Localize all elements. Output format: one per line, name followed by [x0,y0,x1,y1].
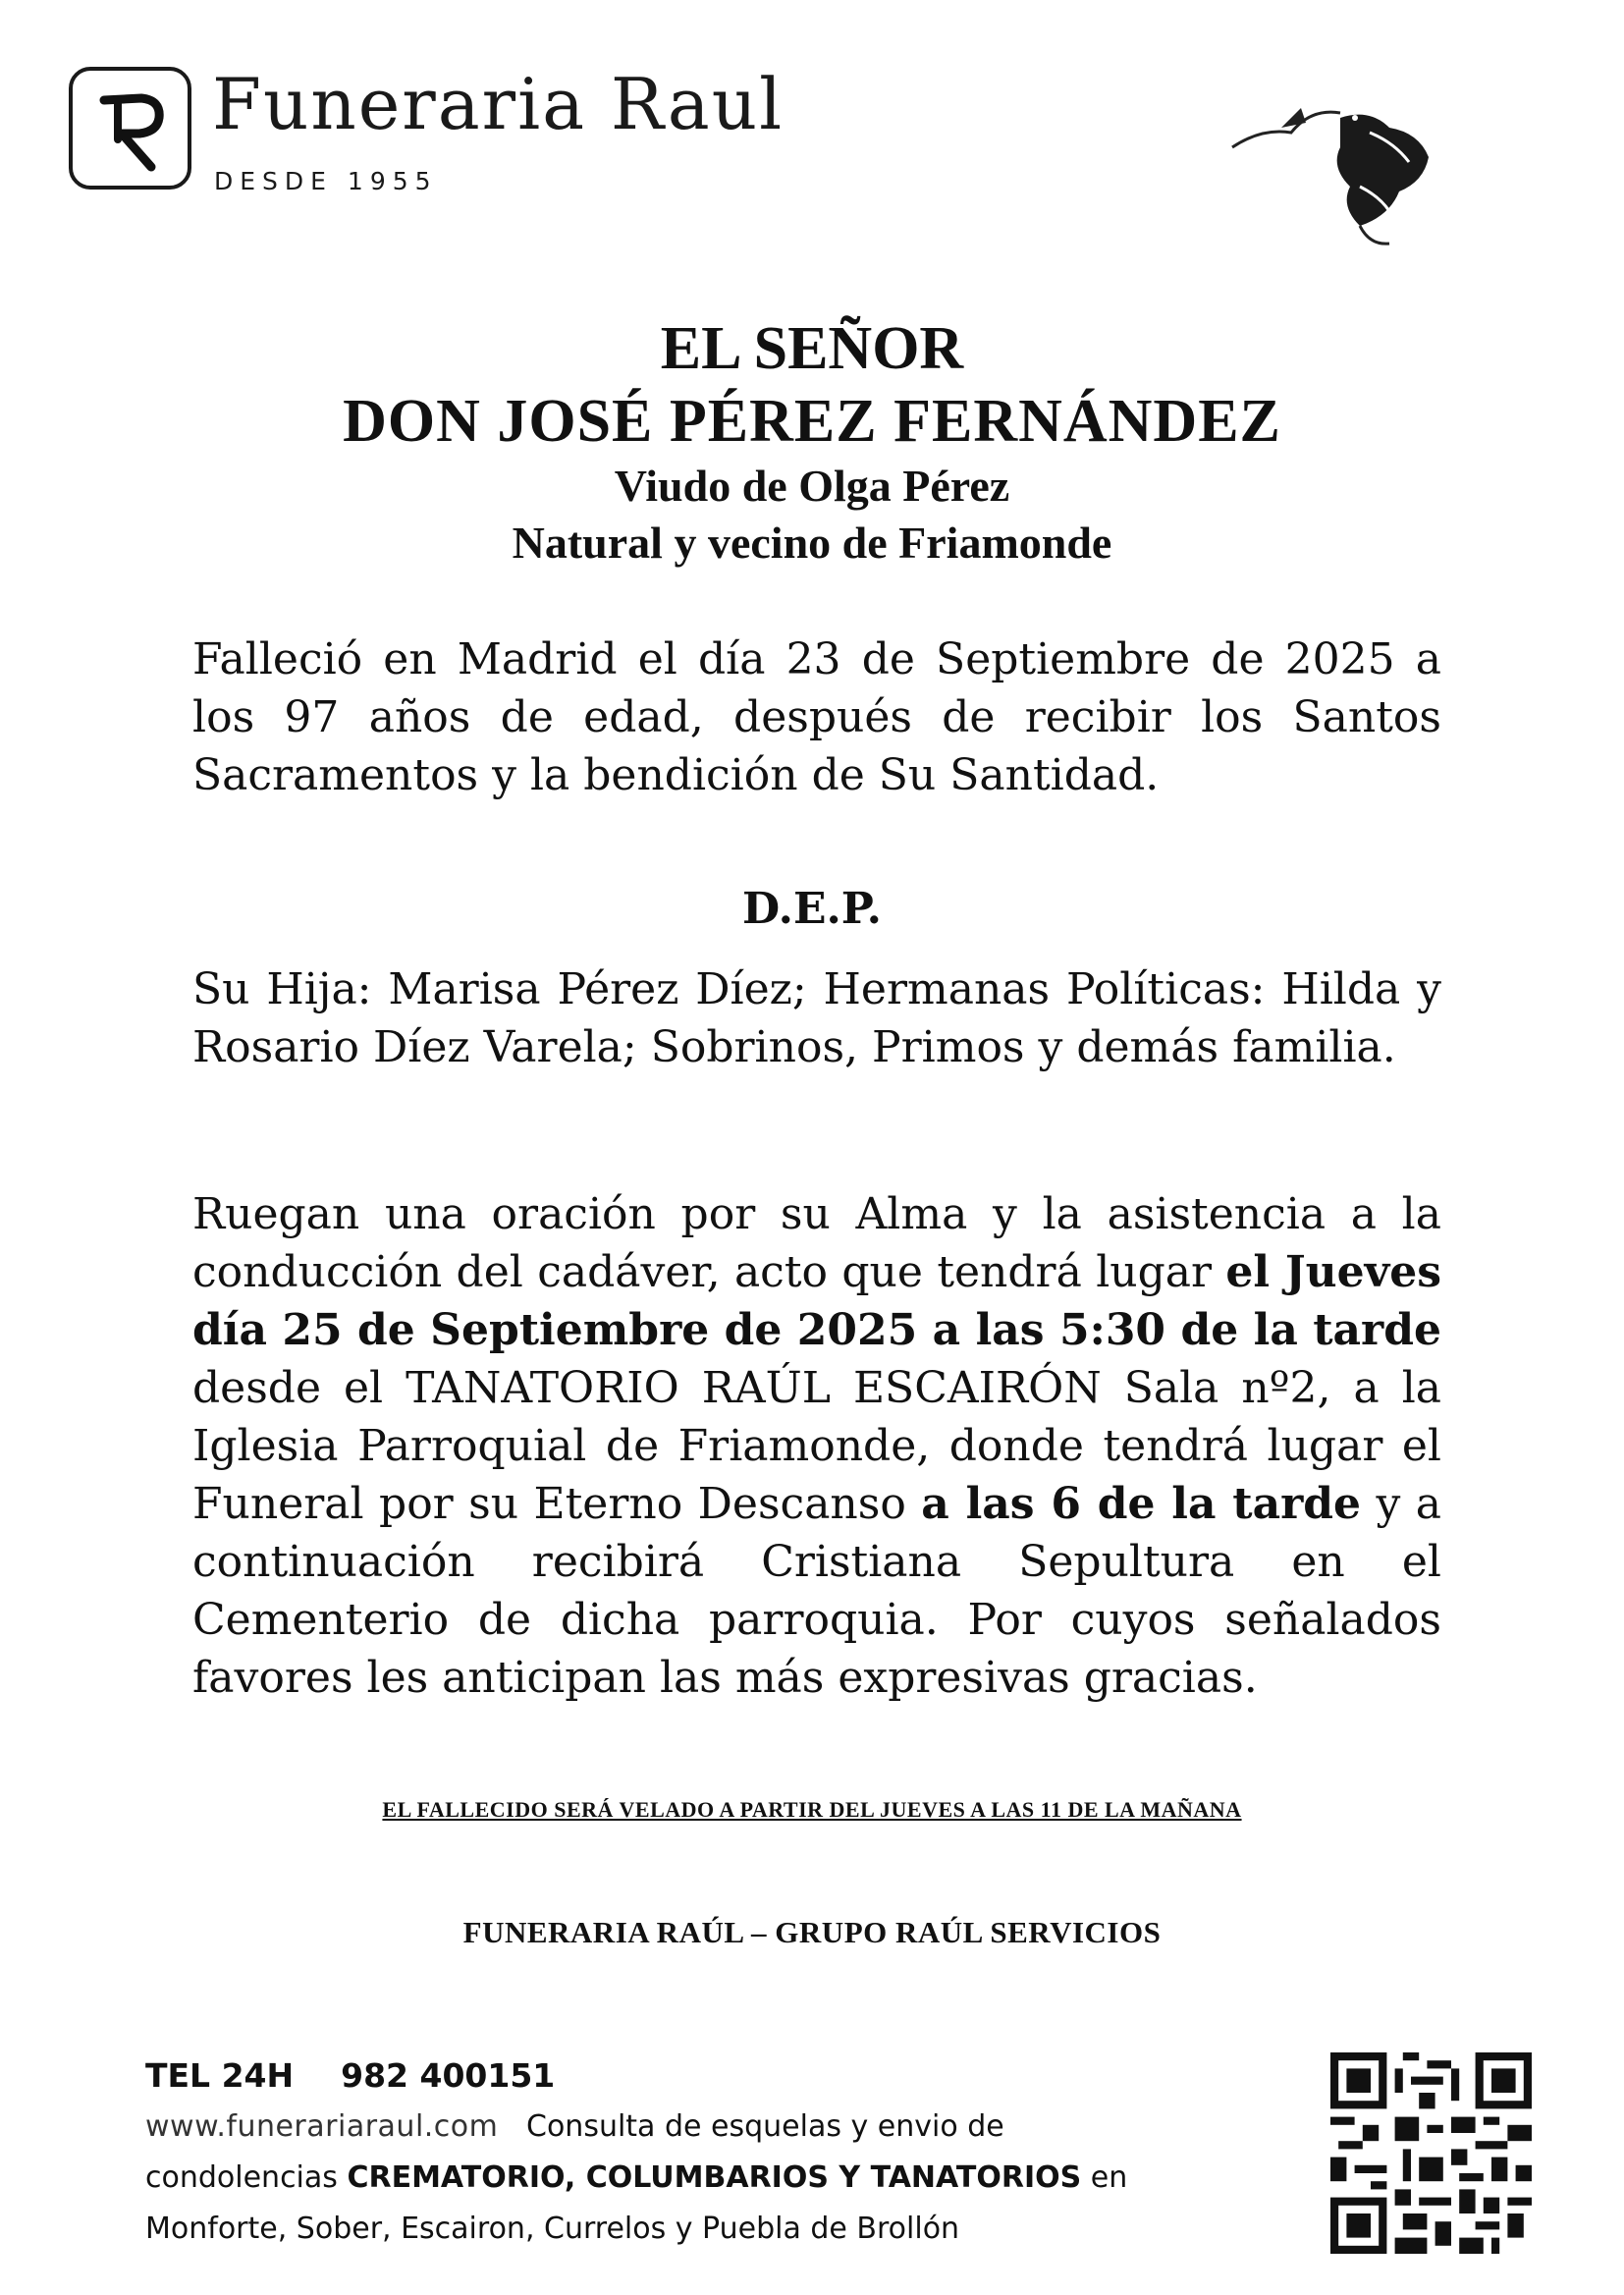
heading-block [0,312,1624,572]
footer-company: FUNERARIA RAÚL – GRUPO RAÚL SERVICIOS [462,1915,1162,1949]
deceased-name: DON JOSÉ PÉREZ FERNÁNDEZ [343,388,1281,455]
dep-label: D.E.P. [742,884,882,934]
services-text-2b: CREMATORIO, COLUMBARIOS Y TANATORIOS [347,2160,1082,2195]
services-text-2c: en [1081,2160,1128,2195]
contact-block [145,2050,1245,2255]
services-text-2a: condolencias [145,2160,348,2195]
widower-line: Viudo de Olga Pérez [614,461,1010,511]
dove-icon [1222,88,1448,255]
ceremony-date: el Jueves día 25 de Septiembre de 2025 a las 5:30 de la tarde [192,1247,1441,1355]
origin-line: Natural y vecino de Friamonde [512,518,1112,568]
ceremony-text-2: desde el TANATORIO RAÚL ESCAIRÓN Sala nº2, a la Iglesia Parroquial de Friamonde, donde tendrá lugar el Funeral por su Eterno Descanso [192,1363,1441,1529]
ceremony-paragraph [192,1185,1441,1707]
brand-name: Funeraria Raul [212,63,785,145]
family-paragraph: Su Hija: Marisa Pérez Díez; Hermanas Políticas: Hilda y Rosario Díez Varela; Sobrinos, Primos y demás familia. [192,964,1441,1072]
heading-title: EL SEÑOR [660,315,964,382]
phone-row [145,2050,1245,2102]
website-row [145,2102,1245,2153]
funeral-time: a las 6 de la tarde [921,1479,1362,1529]
logo-mark [69,67,191,190]
qr-code-icon[interactable] [1330,2052,1532,2254]
phone-label: TEL 24H [145,2056,295,2095]
locations-row: Monforte, Sober, Escairon, Currelos y Puebla de Brollón [145,2212,960,2246]
ceremony-text-3: y a continuación recibirá Cristiana Sepultura en el Cementerio de dicha parroquia. Por cuyos señalados favores les anticipan las más expresivas gracias. [192,1479,1441,1703]
ceremony-text-1: Ruegan una oración por su Alma y la asistencia a la conducción del cadáver, acto que tendrá lugar [192,1189,1441,1297]
brand-since: DESDE 1955 [214,167,438,195]
wake-note: EL FALLECIDO SERÁ VELADO A PARTIR DEL JUEVES A LAS 11 DE LA MAÑANA [382,1797,1242,1822]
services-row [145,2153,1245,2204]
website-link[interactable]: www.funerariaraul.com [145,2109,499,2144]
services-text-1: Consulta de esquelas y envio de [526,2109,1004,2144]
r-monogram-icon [82,81,178,176]
phone-number[interactable]: 982 400151 [341,2056,556,2095]
death-announcement: Falleció en Madrid el día 23 de Septiembre de 2025 a los 97 años de edad, después de recibir los Santos Sacramentos y la bendición de Su Santidad. [192,634,1441,800]
